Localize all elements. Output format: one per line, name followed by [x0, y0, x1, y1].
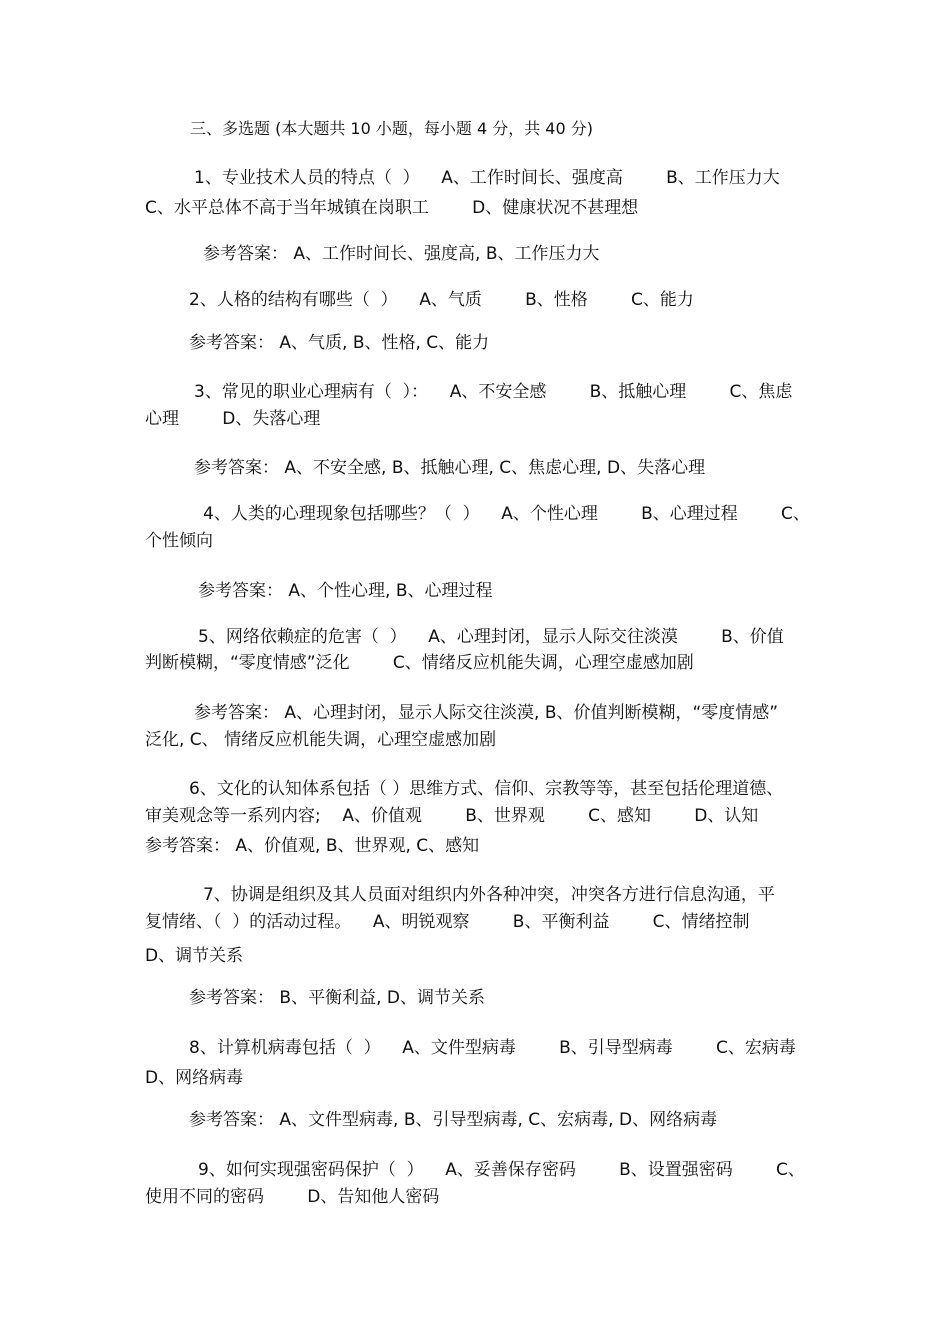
question-1-line-2: C、水平总体不高于当年城镇在岗职工 D、健康状况不甚理想 [145, 198, 639, 218]
answer-5-line-2: 泛化, C、 情绪反应机能失调，心理空虚感加剧 [145, 730, 497, 750]
answer-6: 参考答案： A、价值观, B、世界观, C、感知 [145, 836, 480, 856]
question-1-line-1: 1、专业技术人员的特点（ ） A、工作时间长、强度高 B、工作压力大 [194, 168, 780, 188]
question-5-line-2: 判断模糊，“零度情感”泛化 C、情绪反应机能失调，心理空虚感加剧 [145, 653, 694, 673]
question-3-line-1: 3、常见的职业心理病有（ ）： A、不安全感 B、抵触心理 C、焦虑 [194, 382, 793, 402]
question-7-line-3: D、调节关系 [145, 946, 244, 966]
question-9-line-2: 使用不同的密码 D、告知他人密码 [145, 1187, 440, 1207]
question-3-line-2: 心理 D、失落心理 [145, 409, 321, 429]
question-4-line-2: 个性倾向 [145, 531, 213, 551]
question-8-line-2: D、网络病毒 [145, 1068, 244, 1088]
question-8-line-1: 8、计算机病毒包括（ ） A、文件型病毒 B、引导型病毒 C、宏病毒 [189, 1038, 796, 1058]
question-4-line-1: 4、人类的心理现象包括哪些？（ ） A、个性心理 B、心理过程 C、 [203, 504, 810, 524]
question-9-line-1: 9、如何实现强密码保护（ ） A、妥善保存密码 B、设置强密码 C、 [198, 1160, 805, 1180]
answer-8: 参考答案： A、文件型病毒, B、引导型病毒, C、宏病毒, D、网络病毒 [189, 1110, 718, 1130]
answer-3: 参考答案： A、不安全感, B、抵触心理, C、焦虑心理, D、失落心理 [194, 458, 706, 478]
question-6-line-2: 审美观念等一系列内容; A、价值观 B、世界观 C、感知 D、认知 [145, 806, 759, 826]
answer-1: 参考答案： A、工作时间长、强度高, B、工作压力大 [203, 244, 600, 264]
question-5-line-1: 5、网络依赖症的危害（ ） A、心理封闭，显示人际交往淡漠 B、价值 [198, 627, 784, 647]
answer-4: 参考答案： A、个性心理, B、心理过程 [198, 581, 493, 601]
answer-7: 参考答案： B、平衡利益, D、调节关系 [189, 988, 485, 1008]
question-7-line-1: 7、协调是组织及其人员面对组织内外各种冲突，冲突各方进行信息沟通，平 [203, 885, 775, 905]
section-title: 三、多选题 (本大题共 10 小题，每小题 4 分，共 40 分) [190, 119, 593, 138]
answer-2: 参考答案： A、气质, B、性格, C、能力 [189, 333, 490, 353]
answer-5-line-1: 参考答案： A、心理封闭，显示人际交往淡漠, B、价值判断模糊，“零度情感” [194, 703, 779, 723]
question-2-line-1: 2、人格的结构有哪些（ ） A、气质 B、性格 C、能力 [189, 290, 694, 310]
question-6-line-1: 6、文化的认知体系包括（ ）思维方式、信仰、宗教等等，甚至包括伦理道德、 [189, 779, 784, 799]
question-7-line-2: 复情绪、（ ）的活动过程。 A、明锐观察 B、平衡利益 C、情绪控制 [145, 912, 750, 932]
